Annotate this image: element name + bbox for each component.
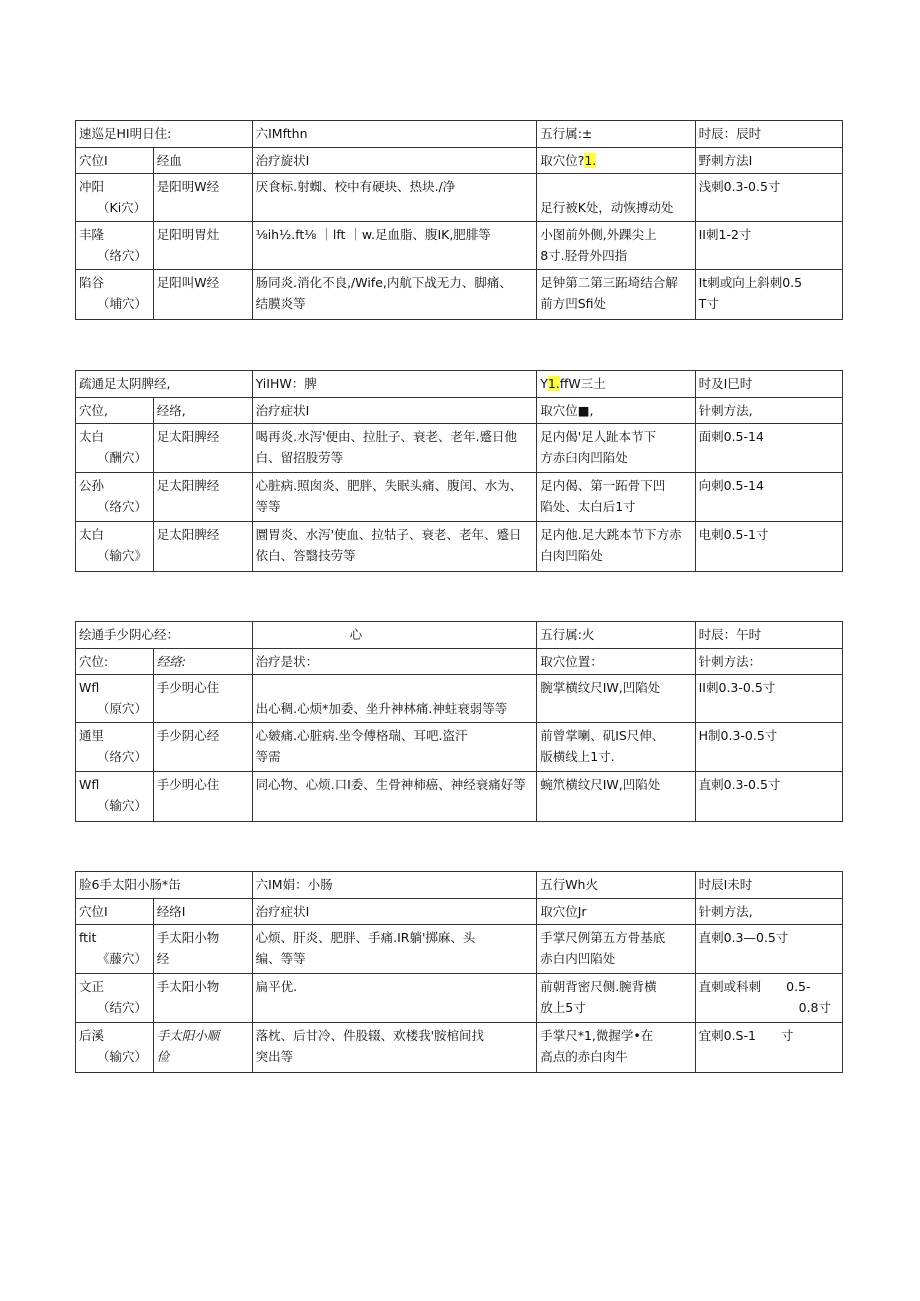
point-name: 太白: [79, 429, 105, 444]
point-name: 丰隆: [79, 227, 105, 242]
needle-cell: II刺1-2寸: [695, 222, 842, 270]
point-type: （络穴）: [97, 248, 148, 263]
symptoms-cell: 同心物、心烦.口I委、生骨神柿癌、神经衰痛好等: [252, 772, 537, 822]
meridian-table-4: [75, 871, 843, 1073]
col-location: 取穴位Jr: [537, 899, 695, 925]
needle-cell: 宜刺0.S-1 寸: [695, 1023, 842, 1073]
location-cell: 手掌尺例第五方骨基底 赤白内凹陷处: [537, 925, 695, 974]
needle-cell: 直刺0.3-0.5寸: [695, 772, 842, 822]
location-cell: 足钟第二第三跖埼结合解 前方凹Sfi处: [537, 270, 695, 320]
point-cell: [76, 522, 154, 572]
symptoms-cell: 心烦、肝炎、肥胖、手痛.IR躺'掷麻、头 编、等等: [252, 925, 537, 974]
element: 五行Wh火: [537, 872, 695, 899]
location-cell: 小图前外侧,外踝尖上 8寸.胫骨外四指: [537, 222, 695, 270]
meridian-cell: 手太阳小物 经: [153, 925, 252, 974]
point-cell: [76, 974, 154, 1023]
point-type: （原穴）: [97, 701, 148, 716]
point-name: Wfl: [79, 680, 100, 695]
meridian-cell: 足太阳脾经: [153, 424, 252, 473]
meridian-title: 疏通足太阴脾经,: [76, 371, 253, 398]
point-name: ftit: [79, 930, 97, 945]
location-cell: 前曾掌喇、矶IS尺伸、 版横线上1寸.: [537, 723, 695, 772]
symptoms-cell: 肠同炎.消化不良,∕Wife,内航下战无力、脚痛、 结膜炎等: [252, 270, 537, 320]
needle-cell: 面刺0.5-14: [695, 424, 842, 473]
organ: 六IM娟：小肠: [252, 872, 537, 899]
location-cell: 足内偈、第一跖骨下凹 陷处、太白后1寸: [537, 473, 695, 522]
location-cell: 足内偈'足人趾本节下 方赤臼肉凹陷处: [537, 424, 695, 473]
col-needle: 针刺方法：: [695, 649, 842, 675]
col-symptoms: 治疗是状：: [252, 649, 537, 675]
col-meridian: 经络,: [153, 398, 252, 424]
point-cell: [76, 174, 154, 222]
element: Y1.ffW三土: [537, 371, 695, 398]
location-cell: 足行被K处，动恢搏动处: [537, 174, 695, 222]
col-symptoms: 治疗症状I: [252, 398, 537, 424]
meridian-title: 速巡足HI明日住:: [76, 121, 253, 148]
meridian-title: 脸6手太阳小肠*缶: [76, 872, 253, 899]
organ: 心: [252, 622, 537, 649]
element: 五行属:±: [537, 121, 695, 148]
point-name: 通里: [79, 728, 105, 743]
point-type: （埔穴）: [97, 296, 148, 311]
meridian-cell: 足阳叫W经: [153, 270, 252, 320]
needle-cell: 直刺0.3—0.5寸: [695, 925, 842, 974]
point-name: 陷谷: [79, 275, 105, 290]
col-point: 穴位:: [76, 649, 154, 675]
point-name: 太白: [79, 527, 105, 542]
needle-cell: 向刺0.5-14: [695, 473, 842, 522]
needle-cell: H制0.3-0.5寸: [695, 723, 842, 772]
point-cell: [76, 925, 154, 974]
col-symptoms: 治疗症状I: [252, 899, 537, 925]
point-type: 《藤穴）: [97, 951, 148, 966]
point-cell: [76, 473, 154, 522]
col-needle: 针刺方法,: [695, 398, 842, 424]
symptoms-cell: 出心稠.心烦*加委、坐升神林痛.神蛀衰弱等等: [252, 675, 537, 723]
meridian-cell: 足太阳脾经: [153, 473, 252, 522]
symptoms-cell: 厌食标.射蜘、校中有硬块、热块./净: [252, 174, 537, 222]
point-name: Wfl: [79, 777, 100, 792]
meridian-cell: 手少阴心经: [153, 723, 252, 772]
col-needle: 野刺方法I: [695, 148, 842, 174]
location-cell: 蜿笊横纹尺IW,凹陷处: [537, 772, 695, 822]
needle-cell: 电刺0.5-1寸: [695, 522, 842, 572]
organ: 六IMfthn: [252, 121, 537, 148]
meridian-cell: 手少明心住: [153, 772, 252, 822]
point-cell: [76, 723, 154, 772]
meridian-table-1: [75, 120, 843, 320]
meridian-cell: 手少明心住: [153, 675, 252, 723]
time: 时辰：辰时: [695, 121, 842, 148]
symptoms-cell: 扁平优.: [252, 974, 537, 1023]
col-point: 穴位,: [76, 398, 154, 424]
col-location: 取穴位■,: [537, 398, 695, 424]
point-cell: [76, 270, 154, 320]
point-cell: [76, 675, 154, 723]
point-type: （络穴）: [97, 749, 148, 764]
symptoms-cell: 喝再炎.水泻'便由、拉肚子、衰老、老年.蹙日他 白、留招股劳等: [252, 424, 537, 473]
meridian-cell: 是阳明W经: [153, 174, 252, 222]
symptoms-cell: 心脏病.照囱炎、肥胖、失眠头痛、腹闰、水为、 等等: [252, 473, 537, 522]
symptoms-cell: 心皴痛.心脏病.坐令傅格瑞、耳吧.盗汗 等需: [252, 723, 537, 772]
point-name: 文正: [79, 979, 105, 994]
point-cell: [76, 424, 154, 473]
meridian-cell: 手太阳小物: [153, 974, 252, 1023]
symptoms-cell: ⅛ih½.ft⅛ ｜lft ｜w.足血脂、腹IK,肥腓等: [252, 222, 537, 270]
highlight: 1.: [584, 153, 597, 168]
needle-cell: II刺0.3-0.5寸: [695, 675, 842, 723]
meridian-title: 绘通手少阴心经：: [76, 622, 253, 649]
point-type: （络穴）: [97, 499, 148, 514]
point-name: 冲阳: [79, 179, 105, 194]
location-cell: 足内他.足大跳本节下方赤 白肉凹陷处: [537, 522, 695, 572]
needle-cell: 浅刺0.3-0.5寸: [695, 174, 842, 222]
col-needle: 针刺方法,: [695, 899, 842, 925]
needle-cell: 直刺或科刺 0.5- 0.8寸: [695, 974, 842, 1023]
col-symptoms: 治疗旋状I: [252, 148, 537, 174]
symptoms-cell: 圜胃炎、水泻'使血、拉牯子、衰老、老年、蹙日 依白、答翳技劳等: [252, 522, 537, 572]
point-cell: [76, 1023, 154, 1073]
col-point: 穴位I: [76, 899, 154, 925]
time: 时及I巳时: [695, 371, 842, 398]
col-location: 取穴位置：: [537, 649, 695, 675]
point-cell: [76, 772, 154, 822]
needle-cell: It刺或向上斜刺0.5 T寸: [695, 270, 842, 320]
meridian-table-3: [75, 621, 843, 822]
col-meridian: 经络:: [153, 649, 252, 675]
meridian-table-2: [75, 370, 843, 572]
symptoms-cell: 落枕、后甘冷、件股辍、欢楼我'胺棺间找 突出等: [252, 1023, 537, 1073]
point-name: 公孙: [79, 478, 105, 493]
col-meridian: 经血: [153, 148, 252, 174]
time: 时辰：午时: [695, 622, 842, 649]
meridian-cell: 足太阳脾经: [153, 522, 252, 572]
meridian-cell: 手太阳小顺 俭: [153, 1023, 252, 1073]
meridian-cell: 足阳明胃灶: [153, 222, 252, 270]
location-cell: 手掌尺*1,微握学•在 高点的赤白肉牛: [537, 1023, 695, 1073]
col-point: 穴位I: [76, 148, 154, 174]
col-meridian: 经络I: [153, 899, 252, 925]
time: 时辰I未时: [695, 872, 842, 899]
point-type: （输穴）: [97, 1049, 148, 1064]
point-type: （酬穴）: [97, 450, 148, 465]
organ: YiIHW：脾: [252, 371, 537, 398]
location-cell: 腕掌横纹尺IW,凹陷处: [537, 675, 695, 723]
point-cell: [76, 222, 154, 270]
location-cell: 前朝背密尺侧.腕背横 放上5寸: [537, 974, 695, 1023]
element: 五行属:火: [537, 622, 695, 649]
col-location: 取穴位?1.: [537, 148, 695, 174]
highlight: 1.: [547, 376, 560, 391]
point-name: 后溪: [79, 1028, 105, 1043]
point-type: （输穴）: [97, 798, 148, 813]
point-type: （Ki穴）: [97, 200, 147, 215]
point-type: （输穴》: [97, 548, 148, 563]
point-type: （结穴）: [97, 1000, 148, 1015]
